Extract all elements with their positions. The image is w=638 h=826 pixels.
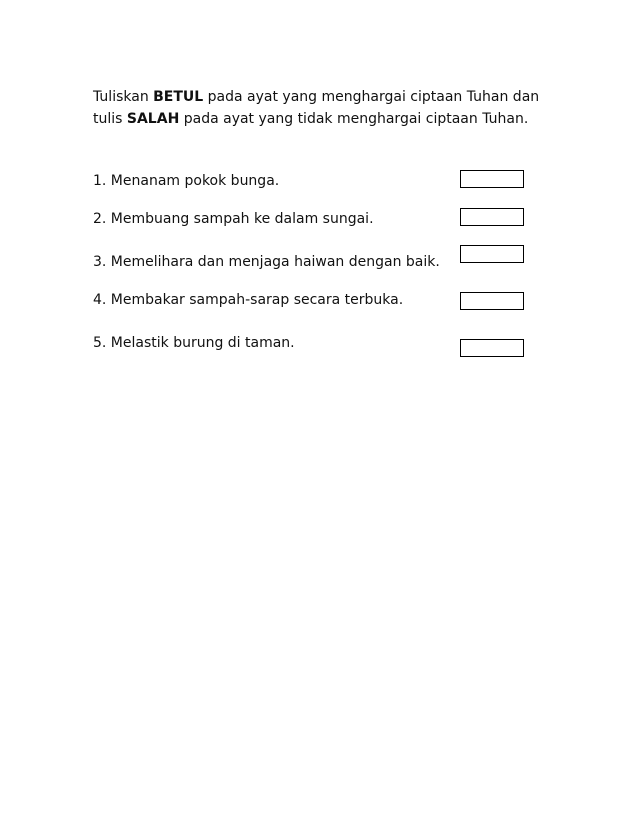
question-1: 1. Menanam pokok bunga. <box>93 173 280 189</box>
instruction-line-2-suffix: pada ayat yang tidak menghargai ciptaan Tuhan. <box>179 111 529 127</box>
answer-box-3[interactable] <box>460 245 524 263</box>
answer-box-1[interactable] <box>460 170 524 188</box>
answer-box-5[interactable] <box>460 339 524 357</box>
keyword-salah: SALAH <box>126 111 180 127</box>
answer-box-2[interactable] <box>460 208 524 226</box>
question-3: 3. Memelihara dan menjaga haiwan dengan baik. <box>93 254 440 270</box>
instruction-line-1 <box>93 86 540 108</box>
answer-box-4[interactable] <box>460 292 524 310</box>
instruction-line-2 <box>93 108 533 130</box>
question-4: 4. Membakar sampah-sarap secara terbuka. <box>93 292 404 308</box>
instruction-line-1-prefix: Tuliskan <box>93 89 154 105</box>
instruction-line-2-prefix: tulis <box>93 111 127 127</box>
question-2: 2. Membuang sampah ke dalam sungai. <box>93 211 374 227</box>
question-5: 5. Melastik burung di taman. <box>93 335 295 351</box>
instruction-text <box>93 86 540 130</box>
instruction-line-1-suffix: pada ayat yang menghargai ciptaan Tuhan dan <box>203 89 540 105</box>
keyword-betul: BETUL <box>153 89 204 105</box>
